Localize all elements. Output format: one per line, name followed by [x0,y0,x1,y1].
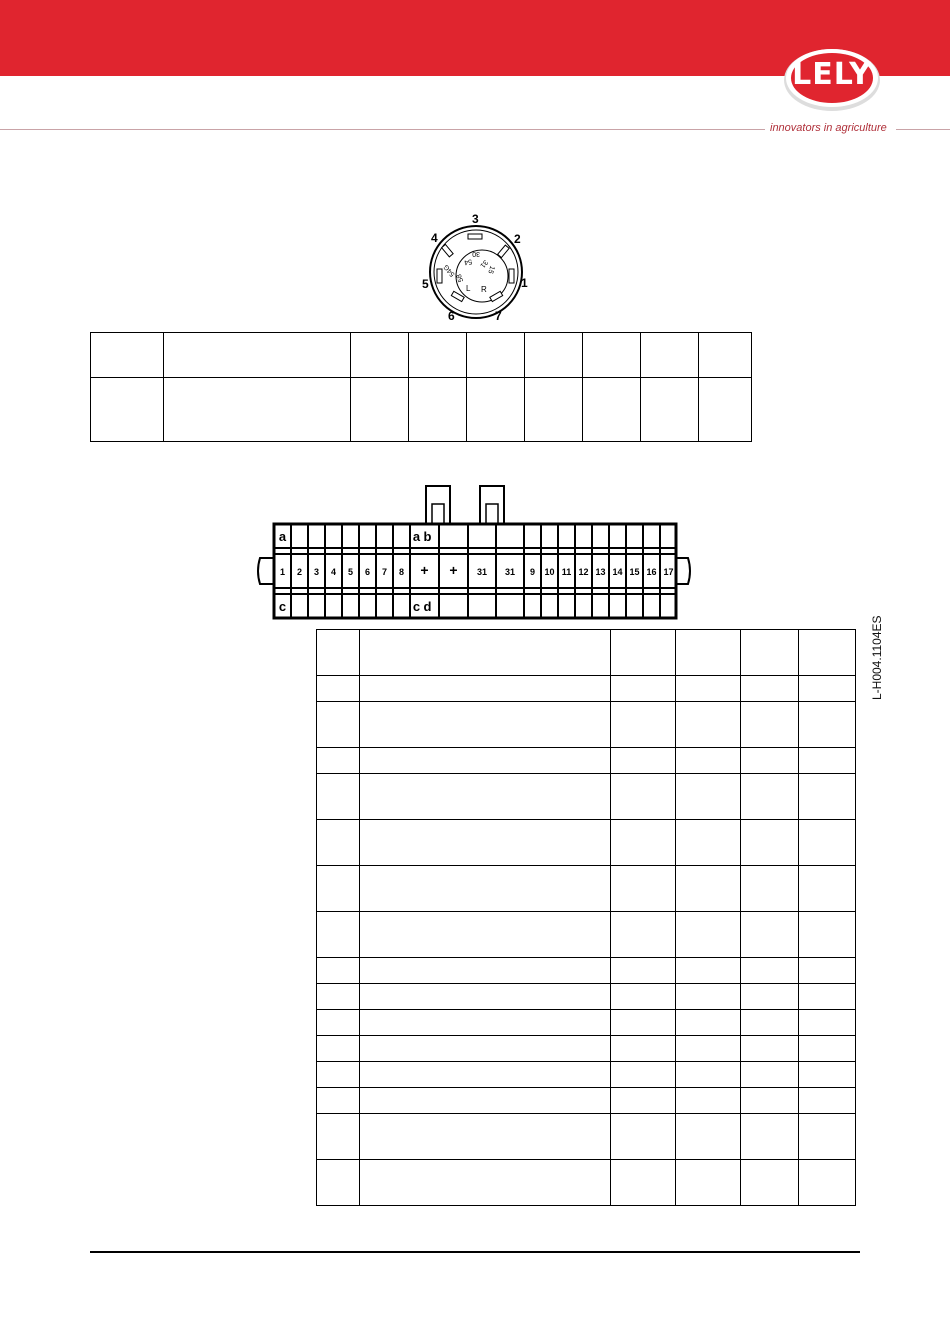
table-cell [676,676,741,702]
table-cell [676,984,741,1010]
table-row [317,774,856,820]
table-cell [741,702,799,748]
table-cell [676,774,741,820]
brand-text: LELY [792,56,872,92]
table-cell [799,984,856,1010]
table-cell [676,958,741,984]
table-cell [611,676,676,702]
top-tab-left-inner [432,504,444,524]
pin-label-31: 31 [504,567,516,577]
table-cell [360,748,611,774]
table-row [317,676,856,702]
table-row [317,1036,856,1062]
pin-label-7: 7 [495,309,502,323]
table-cell [317,866,360,912]
table-row [317,630,856,676]
row-label-c: c [278,599,287,614]
table-cell [799,748,856,774]
table-cell [360,984,611,1010]
pin-label-17: 17 [663,567,674,577]
table-row [317,1010,856,1036]
table-cell [360,1114,611,1160]
table-cell [525,378,583,442]
round-connector-table [90,332,752,442]
row-label-d: d [423,599,432,614]
table-cell [741,1062,799,1088]
table-cell [741,1088,799,1114]
pin-label-13: 13 [595,567,606,577]
table-cell [676,748,741,774]
table-cell [525,333,583,378]
table-cell [360,866,611,912]
table-cell [799,1160,856,1206]
table-cell [676,1160,741,1206]
table-row [317,1160,856,1206]
table-cell [91,333,164,378]
table-cell [467,333,525,378]
document-id: L-H004.1104ES [870,615,884,700]
table-cell [799,866,856,912]
table-cell [360,958,611,984]
pin-label-3: 3 [313,567,320,577]
table-cell [799,1088,856,1114]
rect-connector-table [316,629,856,1206]
table-cell [741,912,799,958]
table-cell [583,378,641,442]
pin-label-4: 4 [330,567,337,577]
table-cell [317,984,360,1010]
table-cell [317,820,360,866]
table-cell [741,1114,799,1160]
table-cell [351,333,409,378]
table-cell [317,702,360,748]
table-row [317,1062,856,1088]
pin-label-7: 7 [381,567,388,577]
table-cell [799,820,856,866]
pin-label-12: 12 [578,567,589,577]
table-cell [351,378,409,442]
table-cell [699,378,752,442]
table-cell [676,702,741,748]
table-row [317,866,856,912]
inner-label-54: 54 [463,257,473,266]
table-cell [317,1088,360,1114]
top-tab-right-inner [486,504,498,524]
pin-label-15: 15 [629,567,640,577]
table-cell [741,866,799,912]
table-cell [611,1036,676,1062]
table-cell [611,984,676,1010]
table-cell [741,820,799,866]
inner-label-31: 31 [478,258,489,269]
table-cell [317,748,360,774]
table-cell [317,1036,360,1062]
table-cell [360,1160,611,1206]
table-row [317,748,856,774]
table-cell [583,333,641,378]
inner-label-r: R [481,285,487,294]
table-row [317,702,856,748]
pin-label-1: 1 [521,276,528,290]
table-cell [360,630,611,676]
table-cell [317,774,360,820]
table-cell [360,820,611,866]
row-label-b: b [423,529,432,544]
pin-label-8: 8 [398,567,405,577]
header-rule-right [896,129,950,130]
inner-label-54g: 54G [442,262,457,278]
pin-label-1: 1 [279,567,286,577]
table-cell [91,378,164,442]
table-cell [799,912,856,958]
table-cell [360,1010,611,1036]
pin-label-3: 3 [472,212,479,226]
left-latch [258,558,274,584]
table-cell [699,333,752,378]
table-cell [360,676,611,702]
pin-label-2: 2 [296,567,303,577]
table-cell [317,912,360,958]
table-cell [611,912,676,958]
table-cell [611,748,676,774]
table-cell [641,333,699,378]
footer-rule [90,1251,860,1253]
table-row [317,958,856,984]
inner-label-15: 15 [486,264,496,275]
table-cell [360,1088,611,1114]
table-cell [317,1160,360,1206]
table-cell [409,378,467,442]
pin-label-10: 10 [544,567,555,577]
table-cell [611,1088,676,1114]
table-cell [799,1036,856,1062]
table-cell [741,984,799,1010]
table-cell [641,378,699,442]
table-cell [799,630,856,676]
table-cell [317,630,360,676]
table-cell [611,820,676,866]
row-label-a: a [412,529,421,544]
table-cell [799,958,856,984]
table-row [317,1088,856,1114]
pin-label-+: + [449,562,458,578]
pin-label-31: 31 [476,567,488,577]
table-cell [741,1010,799,1036]
right-latch [676,558,690,584]
table-cell [360,702,611,748]
table-row [317,984,856,1010]
table-cell [317,1010,360,1036]
table-cell [317,1062,360,1088]
pin-label-6: 6 [448,309,455,323]
header-rule [0,129,765,130]
table-cell [799,1010,856,1036]
tagline: innovators in agriculture [770,122,887,134]
table-cell [164,378,351,442]
table-cell [611,1160,676,1206]
row-label-a: a [278,529,287,544]
table-cell [741,1160,799,1206]
pin-label-14: 14 [612,567,623,577]
inner-label-l: L [466,284,471,293]
pin-label-9: 9 [529,567,536,577]
table-cell [360,912,611,958]
table-cell [409,333,467,378]
table-cell [164,333,351,378]
rect-connector-diagram [254,484,694,620]
table-cell [317,958,360,984]
pin-label-6: 6 [364,567,371,577]
table-cell [676,1114,741,1160]
pin-label-4: 4 [431,231,438,245]
table-cell [676,820,741,866]
table-cell [741,676,799,702]
pin-label-11: 11 [561,567,572,577]
table-cell [676,1036,741,1062]
table-cell [360,1036,611,1062]
pin-label-5: 5 [422,277,429,291]
table-cell [611,774,676,820]
table-cell [741,1036,799,1062]
table-cell [676,1010,741,1036]
table-cell [676,912,741,958]
table-cell [360,774,611,820]
table-cell [611,958,676,984]
table-cell [676,1062,741,1088]
table-cell [799,702,856,748]
pin-label-16: 16 [646,567,657,577]
table-cell [741,630,799,676]
table-cell [799,774,856,820]
table-cell [611,630,676,676]
inner-label-30: 30 [472,250,480,257]
table-cell [676,866,741,912]
table-cell [611,1062,676,1088]
table-row [317,912,856,958]
table-cell [611,702,676,748]
table-row [317,1114,856,1160]
table-cell [611,866,676,912]
pin-label-5: 5 [347,567,354,577]
table-row [91,333,752,378]
table-cell [799,1062,856,1088]
pin-label-2: 2 [514,232,521,246]
table-cell [676,630,741,676]
table-cell [317,1114,360,1160]
table-cell [799,676,856,702]
table-cell [317,676,360,702]
table-cell [467,378,525,442]
row-label-c: c [412,599,421,614]
round-connector-diagram [420,210,532,326]
table-cell [741,958,799,984]
pin-label-+: + [420,562,429,578]
table-cell [360,1062,611,1088]
table-cell [799,1114,856,1160]
table-cell [741,774,799,820]
lely-logo [782,44,882,112]
inner-label-58: 58 [455,273,466,283]
table-cell [741,748,799,774]
table-cell [676,1088,741,1114]
table-cell [611,1010,676,1036]
table-cell [611,1114,676,1160]
table-row [317,820,856,866]
table-row [91,378,752,442]
